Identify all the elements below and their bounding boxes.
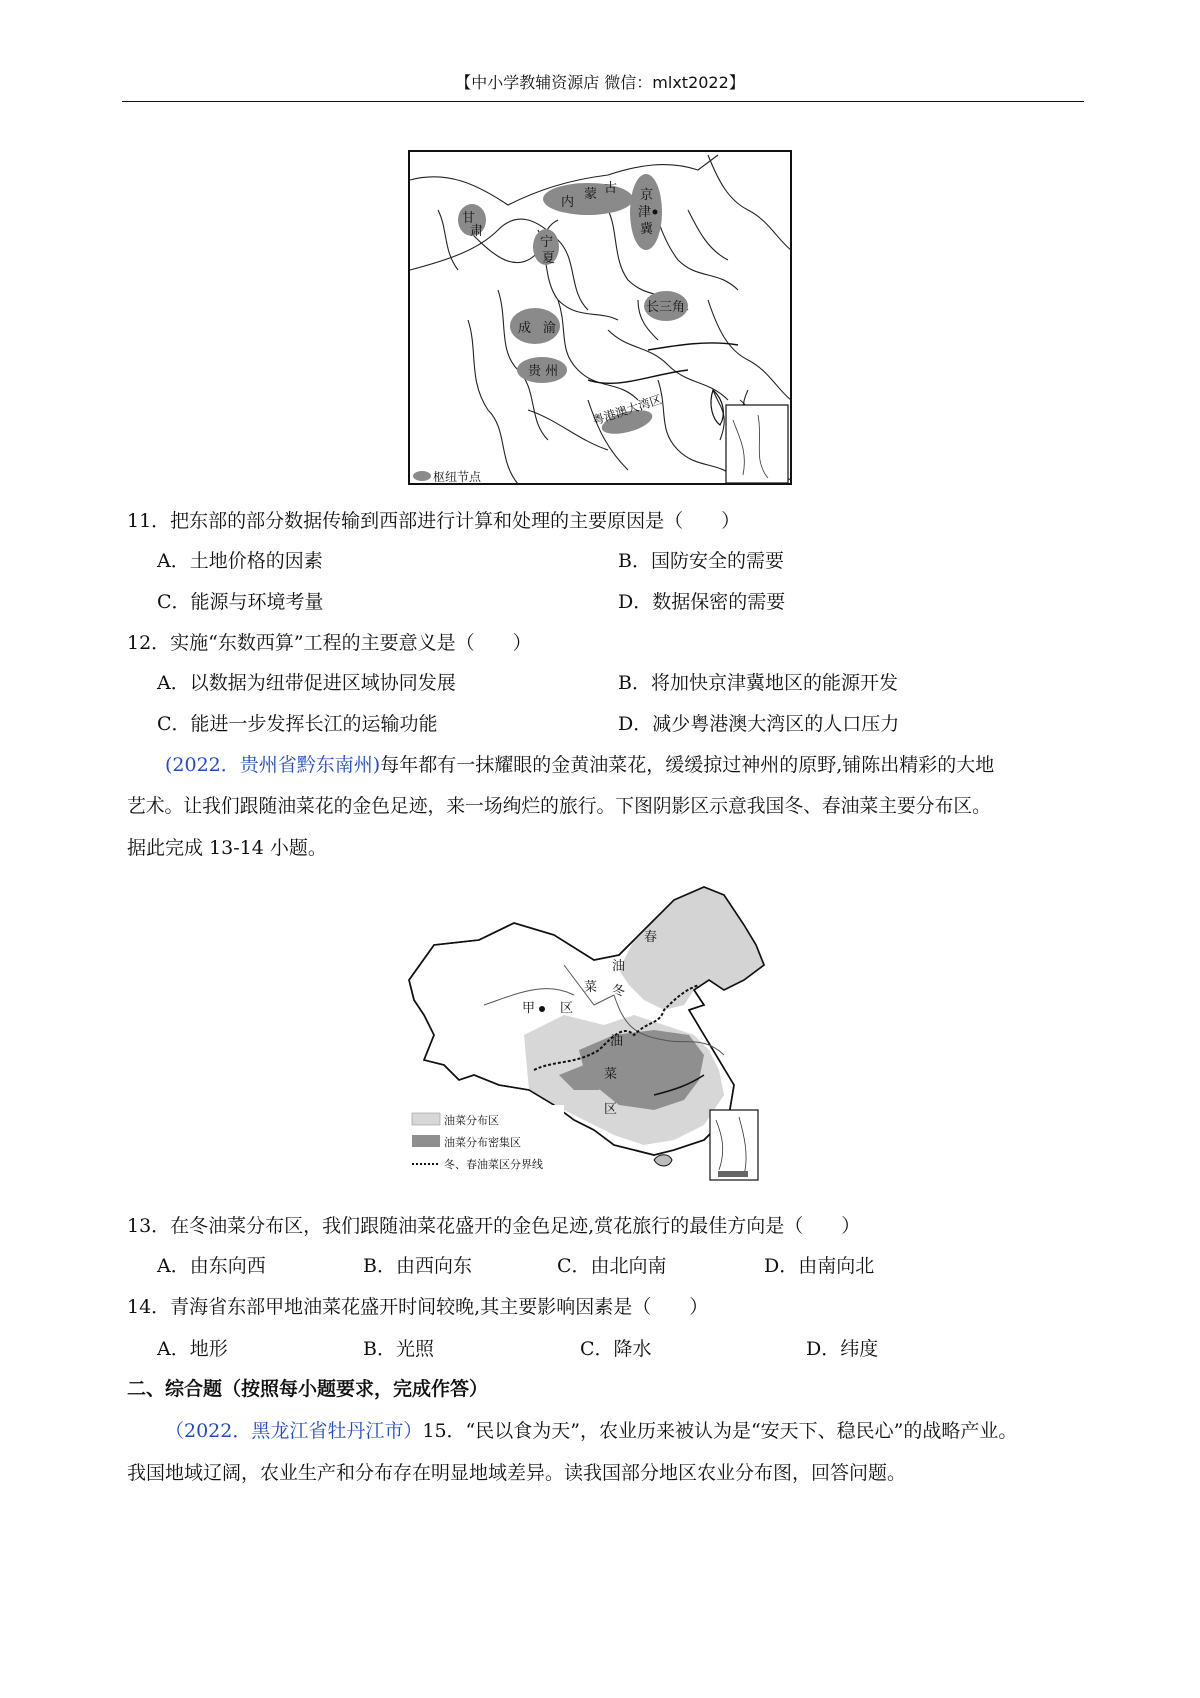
legend-distribution: 油菜分布区	[444, 1114, 499, 1127]
header-divider	[122, 101, 1084, 102]
label-chengyu-2: 渝	[543, 321, 557, 336]
label-qu-1: 区	[560, 1001, 574, 1016]
label-dong: 冬	[612, 984, 626, 999]
q12-option-a: A．以数据为纽带促进区域协同发展	[157, 672, 456, 694]
q11-option-c: C．能源与环境考量	[157, 591, 324, 613]
label-you-1: 油	[612, 959, 626, 974]
label-neimenggu-2: 蒙	[584, 187, 598, 202]
hub-node-map	[408, 150, 792, 485]
label-neimenggu-1: 内	[561, 195, 575, 210]
q13-option-d: D．由南向北	[764, 1255, 875, 1277]
legend-node-symbol	[413, 471, 431, 481]
q15-line2: 我国地域辽阔，农业生产和分布存在明显地域差异。读我国部分地区农业分布图，回答问题。	[127, 1462, 907, 1484]
q14-option-c: C．降水	[580, 1338, 652, 1360]
q11-option-a: A．土地价格的因素	[157, 550, 323, 572]
q14-stem: 14．青海省东部甲地油菜花盛开时间较晚,其主要影响因素是（ ）	[127, 1296, 709, 1318]
q14-option-b: B．光照	[363, 1338, 434, 1360]
label-chun: 春	[644, 930, 658, 945]
legend-dense: 油菜分布密集区	[444, 1136, 521, 1149]
label-cai-1: 菜	[584, 980, 598, 995]
legend-hub-node: 枢纽节点	[433, 470, 482, 484]
q11-option-d: D．数据保密的需要	[618, 591, 786, 613]
page-header: 【中小学教辅资源店 微信：mlxt2022】	[455, 73, 745, 92]
location-jia-marker	[539, 1006, 545, 1012]
label-jia: 甲	[522, 1001, 536, 1016]
q13-stem: 13．在冬油菜分布区，我们跟随油菜花盛开的金色足迹,赏花旅行的最佳方向是（ ）	[127, 1215, 861, 1237]
label-jingjinji-3: 冀	[640, 222, 654, 237]
q13-option-a: A．由东向西	[157, 1255, 266, 1277]
label-cai-2: 菜	[604, 1067, 618, 1082]
passage-13-14-line2: 艺术。让我们跟随油菜花的金色足迹，来一场绚烂的旅行。下图阴影区示意我国冬、春油菜主要分布区。	[127, 796, 991, 817]
q14-option-d: D．纬度	[806, 1338, 879, 1360]
q15-line1	[165, 1418, 1017, 1444]
label-ningxia-2: 夏	[542, 251, 556, 266]
legend-boundary: 冬、春油菜区分界线	[444, 1158, 543, 1171]
q15-source: （2022．黑龙江省牡丹江市）	[165, 1420, 423, 1442]
label-jingjinji-1: 京	[640, 188, 654, 203]
q13-option-c: C．由北向南	[557, 1255, 667, 1277]
q11-option-b: B．国防安全的需要	[618, 550, 784, 572]
passage-13-14-line3: 据此完成 13-14 小题。	[127, 837, 327, 859]
rapeseed-distribution-map	[404, 885, 832, 1186]
legend-distribution-swatch	[412, 1113, 440, 1125]
label-gansu-2: 肃	[470, 224, 484, 239]
q11-stem: 11．把东部的部分数据传输到西部进行计算和处理的主要原因是（ ）	[127, 510, 741, 532]
q12-option-d: D．减少粤港澳大湾区的人口压力	[618, 713, 900, 735]
passage-13-14-source: (2022．贵州省黔东南州)	[165, 754, 381, 776]
q12-stem: 12．实施“东数西算”工程的主要意义是（ ）	[127, 632, 532, 654]
label-guizhou: 贵 州	[528, 364, 559, 379]
q12-option-c: C．能进一步发挥长江的运输功能	[157, 713, 438, 735]
label-neimenggu-3: 古	[604, 181, 618, 196]
label-qu-2: 区	[604, 1102, 618, 1117]
label-gansu-1: 甘	[462, 211, 476, 226]
label-you-2: 油	[610, 1034, 624, 1049]
label-chengyu-1: 成	[518, 321, 532, 336]
q12-option-b: B．将加快京津冀地区的能源开发	[618, 672, 898, 694]
passage-13-14-line1	[165, 752, 994, 778]
q15-text1: 15．“民以食为天”，农业历来被认为是“安天下、稳民心”的战略产业。	[422, 1420, 1018, 1442]
label-ningxia-1: 宁	[540, 235, 554, 250]
label-changsanjiao: 长三角	[646, 300, 686, 315]
q14-option-a: A．地形	[157, 1338, 228, 1360]
section-2-title: 二、综合题（按照每小题要求，完成作答）	[127, 1378, 489, 1400]
legend-dense-swatch	[412, 1135, 440, 1147]
beijing-marker	[653, 210, 658, 215]
q13-option-b: B．由西向东	[363, 1255, 472, 1277]
passage-13-14-text1: 每年都有一抹耀眼的金黄油菜花，缓缓掠过神州的原野,铺陈出精彩的大地	[380, 754, 995, 776]
label-jingjinji-2: 津	[638, 205, 652, 220]
label-yuegangao: 粤港澳大湾区	[590, 392, 664, 428]
